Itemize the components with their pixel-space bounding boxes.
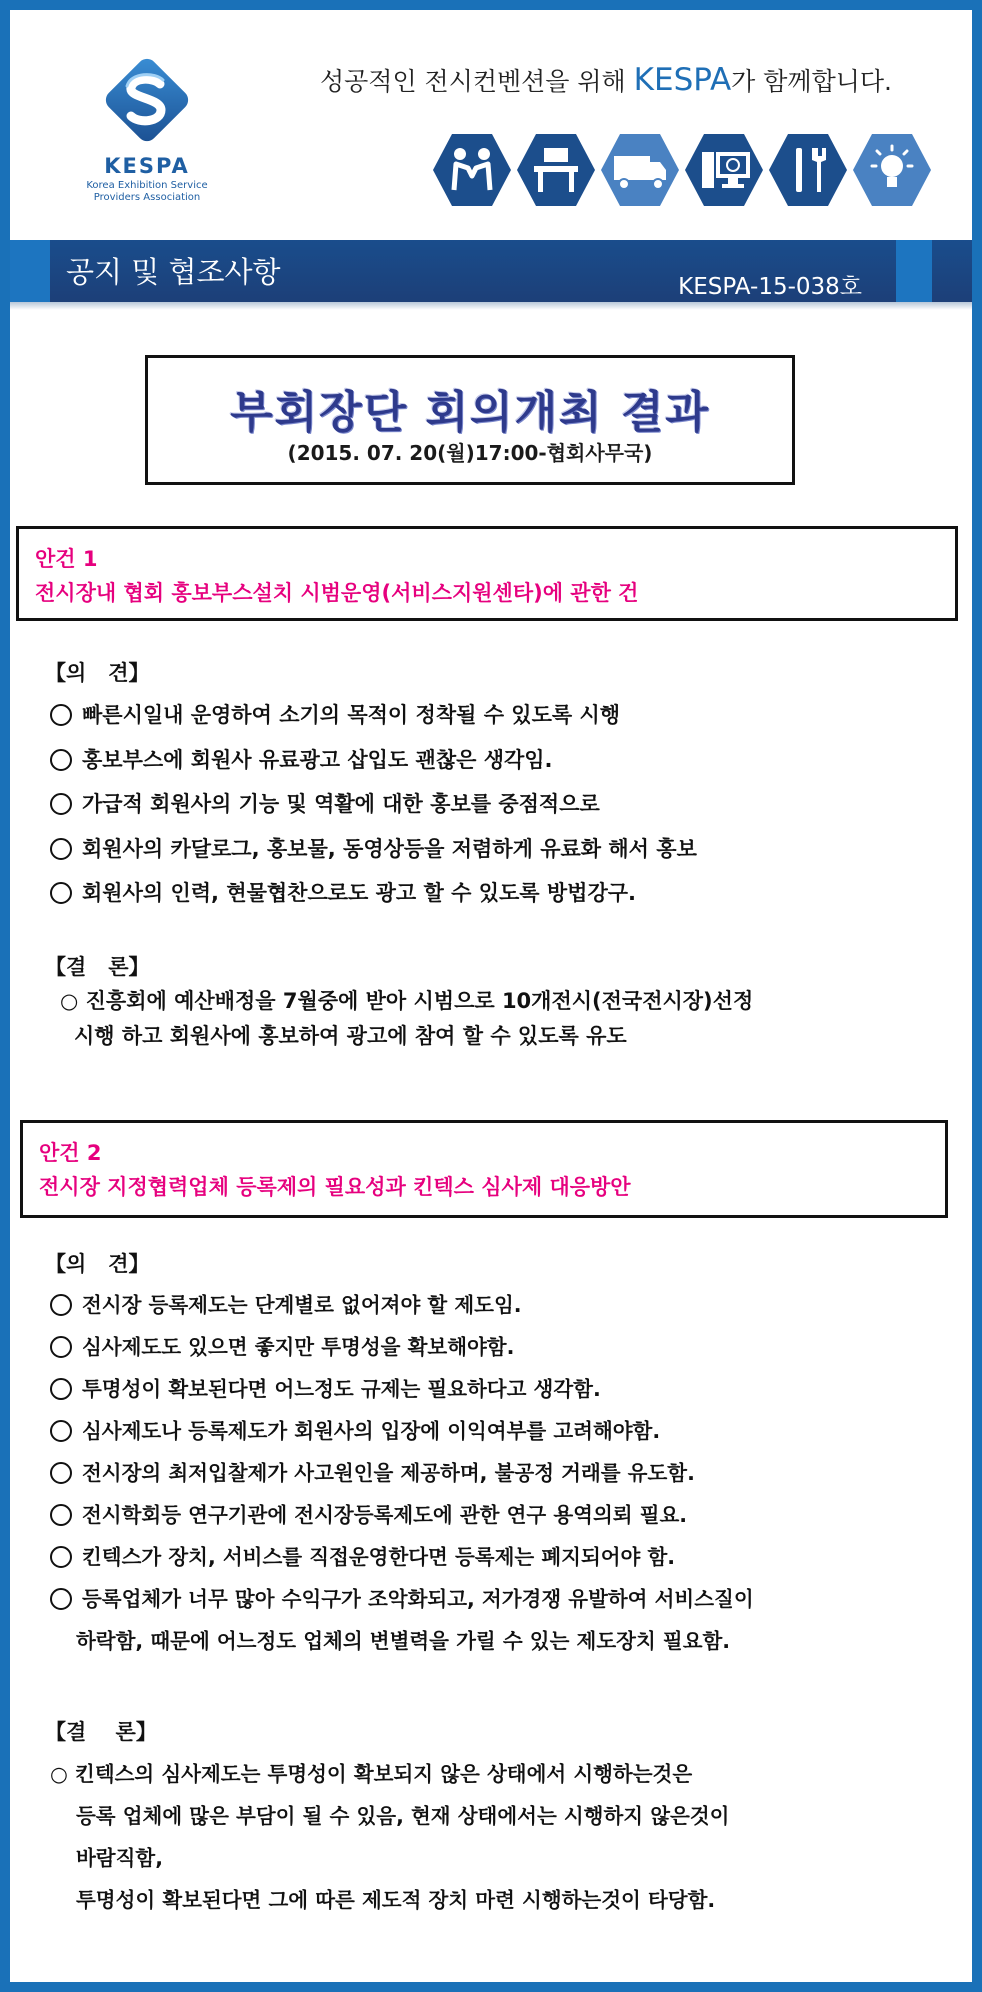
circle-bullet-icon	[50, 1546, 72, 1568]
list-item: 전시장 등록제도는 단계별로 없어져야 할 제도임.	[50, 1284, 754, 1326]
conclusion-line: 등록 업체에 많은 부담이 될 수 있음, 현재 상태에서는 시행하지 않은것이	[76, 1804, 730, 1828]
circle-bullet-icon	[50, 1336, 72, 1358]
banner-accent-left	[10, 240, 50, 302]
list-item: 홍보부스에 회원사 유료광고 삽입도 괜찮은 생각임.	[50, 738, 697, 783]
document-number: KESPA-15-038호	[678, 274, 862, 300]
agenda-2-opinions-label: 【의 견】	[45, 1252, 150, 1276]
logo-name: KESPA	[104, 154, 190, 178]
list-item: 전시장의 최저입찰제가 사고원인을 제공하며, 불공정 거래를 유도함.	[50, 1452, 754, 1494]
tools-icon	[768, 132, 848, 208]
truck-icon	[600, 132, 680, 208]
conclusion-line: ○ 킨텍스의 심사제도는 투명성이 확보되지 않은 상태에서 시행하는것은	[50, 1762, 693, 1786]
list-item: 전시학회등 연구기관에 전시장등록제도에 관한 연구 용역의뢰 필요.	[50, 1494, 754, 1536]
circle-bullet-icon	[50, 749, 72, 771]
agenda-2-conclusion	[50, 1753, 729, 1921]
circle-bullet-icon	[50, 793, 72, 815]
agenda-1-conclusion-label: 【결 론】	[45, 955, 150, 979]
computer-icon	[684, 132, 764, 208]
list-item: 가급적 회원사의 기능 및 역활에 대한 홍보를 중점적으로	[50, 782, 697, 827]
slogan-prefix: 성공적인 전시컨벤션을 위해	[320, 67, 634, 96]
agenda-2-box	[20, 1120, 948, 1218]
circle-bullet-icon	[50, 704, 72, 726]
list-item-continuation: 하락함, 때문에 어느정도 업체의 변별력을 가릴 수 있는 제도장치 필요함.	[76, 1629, 731, 1653]
agenda-2-number: 안건 2	[39, 1141, 102, 1165]
agenda-1-number: 안건 1	[35, 547, 98, 571]
circle-bullet-icon	[50, 1294, 72, 1316]
banner-accent-right	[896, 240, 932, 302]
circle-bullet-icon	[50, 1420, 72, 1442]
list-item: 회원사의 인력, 현물협찬으로도 광고 할 수 있도록 방법강구.	[50, 871, 697, 916]
list-item: 킨텍스가 장치, 서비스를 직접운영한다면 등록제는 폐지되어야 함.	[50, 1536, 754, 1578]
kespa-logo	[72, 50, 222, 210]
agenda-1-opinion-list	[50, 693, 697, 916]
page-title: 부회장단 회의개최 결과	[230, 387, 710, 438]
agenda-2-conclusion-label: 【결 론】	[45, 1720, 157, 1744]
meeting-date: (2015. 07. 20(월)17:00-협회사무국)	[287, 441, 653, 465]
slogan-brand: KESPA	[633, 62, 732, 98]
service-icon-row	[432, 132, 932, 208]
list-item: 등록업체가 너무 많아 수익구가 조악화되고, 저가경쟁 유발하여 서비스질이	[50, 1578, 754, 1620]
circle-bullet-icon	[50, 1378, 72, 1400]
list-item: 심사제도나 등록제도가 회원사의 입장에 이익여부를 고려해야함.	[50, 1410, 754, 1452]
logo-subtitle: Korea Exhibition Service Providers Association	[86, 180, 208, 203]
agenda-2-title: 전시장 지정협력업체 등록제의 필요성과 킨텍스 심사제 대응방안	[39, 1175, 631, 1199]
slogan-suffix: 가 함께합니다.	[731, 67, 892, 96]
agenda-1-opinions-label: 【의 견】	[45, 661, 150, 685]
banner-shadow	[10, 302, 972, 310]
circle-bullet-icon	[50, 1462, 72, 1484]
agenda-1-conclusion	[60, 984, 753, 1054]
list-item: 빠른시일내 운영하여 소기의 목적이 정착될 수 있도록 시행	[50, 693, 697, 738]
agenda-2-opinion-list	[50, 1284, 754, 1662]
conclusion-line: ○ 진흥회에 예산배정을 7월중에 받아 시범으로 10개전시(전국전시장)선정	[60, 989, 754, 1013]
agenda-1-title: 전시장내 협회 홍보부스설치 시범운영(서비스지원센타)에 관한 건	[35, 581, 639, 605]
notice-banner	[10, 240, 972, 302]
conclusion-line: 시행 하고 회원사에 홍보하여 광고에 참여 할 수 있도록 유도	[74, 1024, 627, 1048]
title-box	[145, 355, 795, 485]
lightbulb-icon	[852, 132, 932, 208]
circle-bullet-icon	[50, 838, 72, 860]
logo-mark-icon	[97, 50, 197, 150]
circle-bullet-icon	[50, 1504, 72, 1526]
conclusion-line: 바람직함,	[76, 1846, 163, 1870]
list-item: 회원사의 카달로그, 홍보물, 동영상등을 저렴하게 유료화 해서 홍보	[50, 827, 697, 872]
handshake-icon	[432, 132, 512, 208]
desk-icon	[516, 132, 596, 208]
list-item: 심사제도도 있으면 좋지만 투명성을 확보해야함.	[50, 1326, 754, 1368]
circle-bullet-icon	[50, 1588, 72, 1610]
conclusion-line: 투명성이 확보된다면 그에 따른 제도적 장치 마련 시행하는것이 타당함.	[76, 1888, 716, 1912]
banner-title: 공지 및 협조사항	[66, 255, 281, 289]
list-item: 투명성이 확보된다면 어느정도 규제는 필요하다고 생각함.	[50, 1368, 754, 1410]
agenda-1-box	[16, 526, 958, 621]
circle-bullet-icon	[50, 882, 72, 904]
slogan	[320, 62, 920, 98]
